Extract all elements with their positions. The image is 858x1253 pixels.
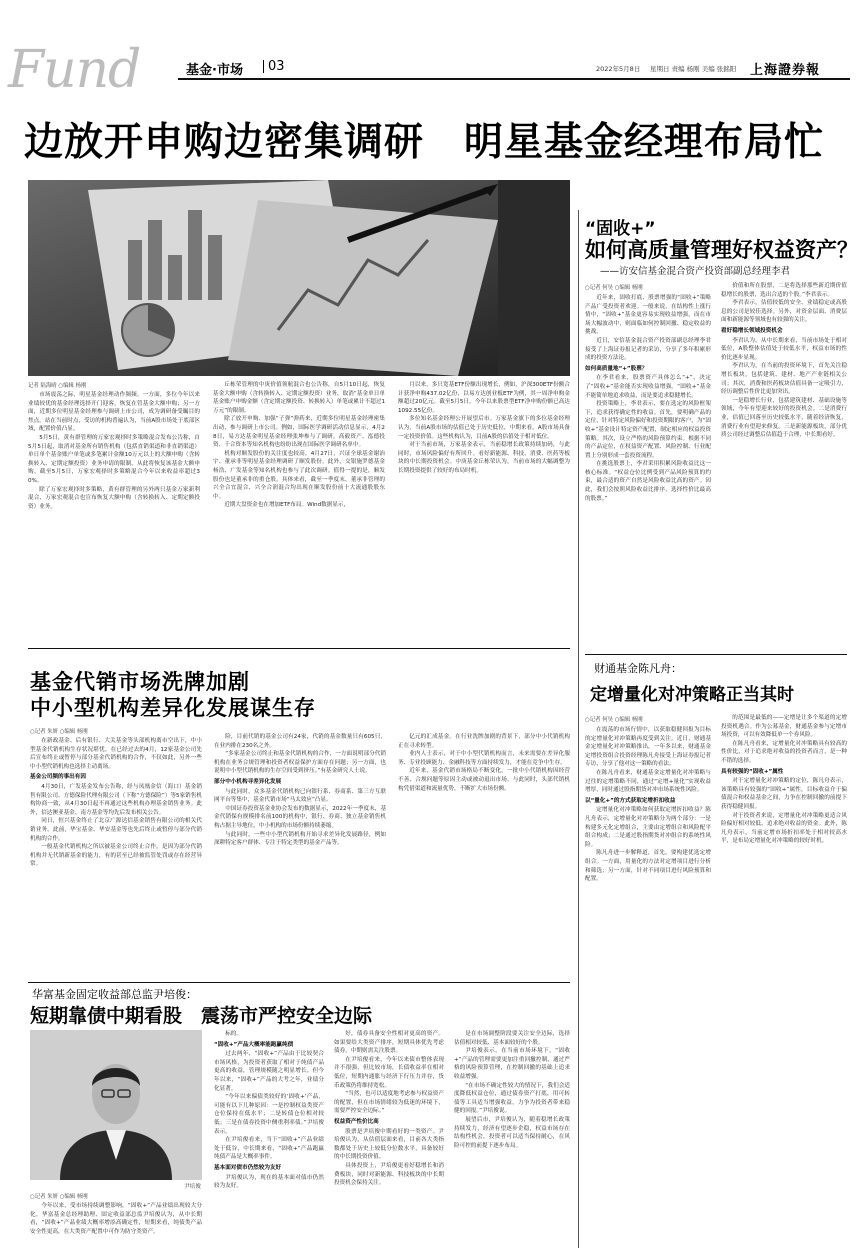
brand-logo: Fund	[8, 40, 141, 100]
top-article-col-2	[213, 381, 385, 631]
yin-col-2	[214, 1030, 324, 1248]
paragraph: 业内人士表示，对于中小型代销机构而言，未来需要在差异化服务、专业投顾能力、金融科技等方面持续发力，才能在竞争中生存。	[398, 751, 570, 766]
paragraph: 对于定增量化对冲策略的定位，陈凡舟表示，该策略具有较强的“固收+”属性，目标收益介于偏债混合和权益基金之间，力争在控制回撤的前提下获得稳健回报。	[721, 778, 847, 810]
paragraph: 丘栋荣管理的中庚价值领航混合也公告称，自5月10日起，恢复基金大额申购（含转换转入、定期定额投资）业务，取消“基金单日单基金账户申购金额（含定期定额投资、转换转入）单笔或累计不超过1万元”的限制。	[213, 382, 385, 414]
documents-photo-illustration	[28, 180, 570, 376]
gushou-col-2	[721, 282, 847, 646]
top-article-col-1	[28, 391, 200, 631]
daixiao-title-1: 基金代销市场洗牌加剧	[30, 670, 250, 694]
paragraph: 中国证券投资基金业协会发布的数据显示，2022年一季度末，基金代销保有规模排名前100的机构中，银行、券商、独立基金销售机构占据主导地位，中小机构的市场份额持续萎缩。	[214, 805, 386, 829]
paragraph: 标的。	[225, 1031, 242, 1037]
paragraph: 展望后市，尹培俊认为，随着稳增长政策持续发力，经济有望逐步企稳，权益市场存在结构性机会，投资者可以适当保持耐心，在风险可控的前提下逐步布局。	[454, 1116, 570, 1149]
paragraph: 是在市场调整阶段要关注安全边际，选择估值相对较低、基本面较好的个股。	[454, 1031, 570, 1046]
paragraph: 近期大盘资金也在增加ETF布局。Wind数据显示，	[224, 502, 350, 509]
dingzeng-kicker: 财通基金陈凡舟：	[594, 662, 682, 675]
masthead-rule	[178, 78, 850, 80]
yin-top-rule	[28, 982, 570, 983]
yin-col-1	[30, 1202, 202, 1248]
paragraph: 尹培俊认为，现在的基本面对债市仍然较为友好。	[214, 1174, 324, 1190]
paragraph: 5月5日，黄有群管理的万家宏观择时多策略混合发布公告称，自5月5日起，取消对基金所有销售机构（包括直销渠道和非直销渠道）单日单个基金账户单笔或多笔累计金额10万元以上的大额申购（含转换转入、定期定额投资）业务申请的限制，从此将恢复该基金大额申购。截至5月5日，万家宏观择时多策略混合今年以来收益率超过30%。	[28, 434, 200, 484]
paragraph: 市场震荡之际，明星基金经理动作频频。一方面，多位今年以来业绩较优的基金经理选择开门迎客，恢复在管基金大额申购；另一方面，近期多位明星基金经理参与调研上市公司，成为调研备受瞩目的焦点。站在当前时点，受访的机构普遍认为，当前A股市场处于底部区域，配置价值凸显。	[28, 392, 200, 433]
top-article-byline: 记者 陆海晴 ○编辑 杨刚	[28, 383, 87, 389]
paragraph: 在新政基金、后有银行、大关基金等头部机构离市空出下，中小型基金代销机构生存状况堪忧。在已经过去的4月，12家基金公司先后宣布终止或暂停与部分基金代销机构的合作，不仅如此，另外一些中小型代销机构也选择主动离场。	[30, 738, 202, 770]
paragraph: 在震荡的市场行情中，以获取稳健回报为目标的定增量化对冲策略再度受到关注。近日，财通基金定增量化对冲策略推出，一年多以来，财通基金定增投资组合投资经理陈凡舟接受上海证券报记者专访，分享了他对这一策略的看法。	[585, 727, 711, 768]
gushou-kicker: “固收+”	[585, 219, 656, 239]
gushou-subhead-2: 看好稳增长领域投资机会	[721, 327, 783, 334]
paragraph: 定增量化对冲策略如何获取定增折扣收益？陈凡舟表示，定增量化对冲策略分为两个部分：一是构建多元化定增组合，主要由定增组合和风险配平组合构成；二是通过股指期货对冲组合的系统性风险。	[585, 807, 711, 848]
paragraph: 尹培俊表示，在当前市场环境下，“固收+”产品的管理需要更加注重回撤控制，通过严格的风险预算管理，在控制回撤的基础上追求收益增强。	[454, 1048, 570, 1080]
paragraph: 与此同时，众多基金代销机构已向银行系、券商系、第三方互联网平台等集中，基金代销市场“马太效应”凸显。	[214, 788, 386, 804]
daixiao-col-3	[398, 733, 570, 973]
portrait-photo	[30, 1030, 202, 1180]
gushou-subhead-1: 如何高质量地“+”股票？	[585, 365, 648, 372]
paragraph: 具体投资上，尹培俊更看好稳增长和消费板块，同时对新能源、科技板块的中长期投资机会保持关注。	[334, 1162, 444, 1187]
column-separator	[578, 650, 579, 1248]
paragraph: 近年来，固收打底、股票增强的“固收+”策略产品广受投资者欢迎。一般来说，在结构性上涨行情中，“固收+”基金更容易实现收益增强，而在市场大幅波动中，则面临如何控制回撤、稳定收益的挑战。	[585, 295, 711, 336]
paragraph: 股票是尹培俊中期看好的一类资产。尹培俊认为，从估值层面来看，目前各大类指数都处于历史上较低分位数水平，具备较好的中长期投资价值。	[334, 1128, 444, 1161]
paragraph: 对于当前市场，万家基金表示，当前稳增长政策持续加码，与此同时，市场风险偏好有所回升。看好新能源、科技、消费、医药等板块的中长期投资机会。中庚基金丘栋荣认为，当前市场的大幅调整为长期投资提供了较好的布局时机。	[398, 442, 570, 474]
paragraph: 在尹培俊看来，当下“固收+”产品业绩处于低谷，中长期来看，“固收+”产品跑赢纯债产品是大概率事件。	[214, 1137, 324, 1161]
top-article-col-3	[398, 381, 570, 631]
gushou-col-1	[585, 294, 711, 646]
paragraph: 好，债券具备安全性相对更高的资产。如果要给大类资产排序，短期具体优先考虑债券，中期则需关注股票。	[334, 1031, 444, 1055]
paragraph: 陈凡舟进一步解释道，首先，要构建优选定增组合。一方面，用量化的方法对定增项目进行分析和筛选；另一方面，针对不同项目进行风险预算和配置。	[585, 850, 711, 883]
person-portrait-icon	[30, 1030, 202, 1180]
paragraph: 险，目前代销的基金公司有24家，代销的基金数量只有605只，在业内排在230名之外。	[214, 734, 386, 749]
paragraph: 对于投资者来说，定增量化对冲策略更适合风险偏好相对较低、追求绝对收益的资金。此外，陈凡舟表示，当前定增市场折扣率处于相对较高水平，是布局定增量化对冲策略的较好时机。	[721, 812, 847, 845]
yin-subhead-2: 基本面对债市仍然较为友好	[214, 1164, 282, 1171]
paragraph: 价值和所在股票，二是将选择那些新近期价值稳增长的股票，选出合适的个股。”李君表示。	[721, 283, 847, 298]
paragraph: 李君认为，从中长期来看，当前市场处于相对低位，A股整体估值处于较低水平，权益市场的性价比逐步显现。	[721, 337, 847, 361]
yin-kicker: 华富基金固定收益部总监尹培俊：	[32, 988, 197, 1001]
paragraph: 月以来，多只宽基ETF份额出现增长，例如，沪深300ETF份额合计获净申购437.02亿份，以易方达创业板ETF为例，其一周净申购金额超过20亿元。截至5月5日，今年以来股票型ETF净申购份额已高达1092.55亿份。	[398, 382, 570, 414]
editor-line: 星期日 责编 杨刚 美编 张銘阳	[650, 65, 737, 73]
yin-col-4	[454, 1030, 570, 1248]
daixiao-byline: ○记者 朱妍 ○编辑 杨刚	[30, 729, 88, 735]
paragraph: 4月30日，广发基金发布公告称，经与凤凰金信（海口）基金销售有限公司、方德保险代理有限公司（下称“方德保险”）等5家销售机构协商一致，从4月30日起不再通过这些机构办理基金销售业务。此外，信达澳亚基金、南方基金等均先后发布相关公告。	[30, 783, 202, 816]
dingzeng-top-rule	[585, 654, 847, 655]
paragraph: “今年以来偏债类较好的‘固收+’产品，可能有以下几种原因：一是控制权益类资产仓位保持在低水平；二是转债仓位相对较低；三是在债券投资中侧重利率债。”尹培俊表示。	[214, 1094, 324, 1135]
daixiao-col-1	[30, 737, 202, 973]
dingzeng-subhead-1: 以“量化+”的方式获取定增折扣收益	[585, 797, 676, 804]
paragraph: 近年来，基金代销市场格局不断变化，一批中小代销机构因经营不善、合规问题等原因主动或被动退出市场。与此同时，头部代销机构凭借渠道和流量优势，不断扩大市场份额。	[398, 768, 570, 792]
paragraph: “当然，也可以适度地考虑参与权益资产的配置，但在市场情绪较为低迷的环境下，需要严控安全边际。”	[334, 1091, 444, 1115]
yin-col-3	[334, 1030, 444, 1248]
daixiao-col-2	[214, 733, 386, 973]
paragraph: 除了万家宏观择时多策略，黄有群管理的另外两只基金万家新利混合、万家宏观混合也宣布恢复大额申购（含转换转入、定期定额投资）业务。	[28, 486, 200, 510]
yin-subhead-1: “固收+”产品大概率能跑赢纯债	[214, 1041, 294, 1048]
gushou-subtitle: ——访安信基金混合资产投资部副总经理李君	[600, 266, 791, 277]
portrait-caption: 尹培俊	[184, 1184, 201, 1190]
section-divider	[263, 60, 264, 73]
paragraph: 与此同时，一些中小型代销机构开始寻求差异化发展路径，例如深耕特定客户群体、专注于特定类型的基金产品等。	[214, 831, 386, 847]
dingzeng-col-2	[721, 714, 847, 1244]
gushou-byline: ○记者 何昊 ○编辑 杨刚	[585, 285, 643, 291]
paragraph: 李君表示，估值较低的安全、业绩稳定或高股息的公司是较佳选择。另外，对资金层面、消费层面和新能源等领域也有较强的关注。	[721, 300, 847, 324]
paragraph: 近日，安信基金混合资产投资部副总经理李君接受了上海证券报记者的采访，分享了多年积累形成的投资方法论。	[585, 337, 711, 362]
paper-name: 上海證券報	[750, 63, 821, 78]
paragraph: 亿元的汇成基金。在行业洗牌加剧的背景下，部分中小代销机构正在寻求转型。	[398, 734, 570, 749]
masthead	[0, 0, 858, 100]
paragraph: “在市场不确定性较大的情况下，我们会适度降低权益仓位，通过债券资产打底，用可转债等工具适当增强收益，力争为投资者带来稳健的回报。”尹培俊说。	[454, 1082, 570, 1115]
paragraph: 一般基金代销机构之所以被基金公司终止合作，是因为部分代销机构并无代销新基金的能力，有的甚至已经被监管处罚或存在经营异常。	[30, 844, 202, 868]
paragraph: “多家基金公司终止和基金代销机构的合作，一方面说明部分代销机构在业务合规管理和投资者权益保护方面存在问题；另一方面，也说明中小型代销机构的生存空间受到挤压。”有基金研究人士说。	[214, 751, 386, 775]
paragraph: 在陈凡舟看来，财通基金定增量化对冲策略与过往的定增策略不同，通过“定增+量化”实现收益增厚，同时通过股指期货对冲市场系统性风险。	[585, 769, 711, 794]
paragraph: 的范围是最低的——定增是让多个渠道的定增投资机遇合。作为公募基金，财通基金参与定增市场投资，可以有效降低单一个券风险。	[721, 715, 847, 739]
paragraph: 多位知名基金经理公开展望后市。万家基金旗下的多位基金经理认为，当前A股市场的估值已处于历史低位，中期来看，A股市场具备一定投资价值。这些机构认为，目前A股的估值处于相对低位。	[398, 416, 570, 440]
paragraph: 今年以来，受市场持续调整影响，“固收+”产品业绩出现较大分化。华富基金总经理助理、固定收益部总监尹培俊认为，从中长期看，“固收+”产品业绩大概率增添高确定性，短期来看，纯债类产品安全性更高，在大类资产配置中可作为防守类资产。	[30, 1203, 202, 1235]
paragraph: 机构对顺发股份的关注度也较高。4月27日，兴证全球基金谢治宇、董承非等明星基金经理调研了顺发股份。此外，交银施罗德基金杨浩、广发基金等知名机构也参与了此次调研。值得一提的是，顺发股份也是董承非的重仓股。具体来看，截至一季度末，董承非管理的兴全合宜混合、兴全合润混合均出现在顺发股份前十大流通股股东中。	[213, 450, 385, 500]
top-photo	[28, 180, 570, 376]
paragraph: 在李君看来，股票资产具体怎么“+”，决定了“固收+”基金能否实现收益增强。“固收+”基金不能简单地追求收益，而是要追求稳健增长。	[585, 375, 711, 399]
dingzeng-title: 定增量化对冲策略正当其时	[590, 685, 794, 705]
paragraph: 投资策略上，李君表示，要在选定的风险框架下，追求获得确定性的收益。首先，要明确产品的定位，针对特定风险偏好和投资期限的客户，为“固收+”基金设计特定资产配置，制定相应的权益投资策略。其次，设立严格的风险预算约束。根据不同的产品定位，在权益资产配置、风险控制、行业配置上分别形成一套投资流程。	[585, 401, 711, 459]
paragraph: 在陈凡舟看来，定增量化对冲策略具有较高的性价比，对于追求绝对收益的投资者而言，是一种不错的选择。	[721, 740, 847, 764]
yin-subhead-3: 权益资产性价比高	[334, 1118, 379, 1125]
paragraph: 李君认为，在当前的投资环境下，首先关注稳增长板块，包括建筑、建材、地产产业链相关公司；其次，消费和医药板块估值具备一定吸引力，经历调整后性价比更加突出。	[721, 363, 847, 396]
paragraph: 在挑选股票上，李君采用积累风险收益比这一核心标准。“权益仓位比例受到产品风险预算的约束，最合适的资产自然是风险收益比高的资产。因此，我们会按照风险收益比排序，选择性价比最高的股票。”	[585, 461, 711, 502]
section-name: 基金·市场	[186, 63, 243, 78]
paragraph: 在尹培俊看来，今年以来债市整体表现并不很强，但比较市场，长债收益率在相对低位，短期内通胀与经济下行压力并存，货币政策仍将维持宽松。	[334, 1056, 444, 1089]
daixiao-subhead-2: 部分中小机构寻差异化发展	[214, 778, 282, 785]
paragraph: 同日，恒兴基金终止了北京广源达信基金销售有限公司的相关代销业务。此前，华宝基金、华安基金等也先后终止或暂停与部分代销机构的合作。	[30, 818, 202, 842]
dingzeng-subhead-2: 具有较强的“固收+”属性	[721, 768, 784, 775]
page-number: 03	[268, 59, 285, 74]
column-separator	[578, 210, 579, 650]
date-line: 2022年5月8日	[596, 65, 641, 73]
main-headline: 边放开申购边密集调研 明星基金经理布局忙	[24, 119, 825, 165]
section-separator	[28, 648, 570, 649]
yin-byline: ○记者 朱妍 ○编辑 杨刚	[30, 1194, 88, 1200]
paragraph: 除了放开申购、加强“子弹”弹药来，近期多位明星基金经理密集出动，参与调研上市公司。例如，国际医学调研活动信息显示，4月28日，易方达基金明星基金经理张坤参与了调研。高毅资产、泓德投资、千合资本等知名机构也纷纷出现在国际医学调研名单中。	[213, 416, 385, 449]
dingzeng-col-1	[585, 726, 711, 1244]
dingzeng-byline: ○记者 何昊 ○编辑 杨刚	[585, 717, 643, 723]
paragraph: 一是稳增长行业，包括建筑建材、基础设施等领域，今年有望迎来较好的投资机会。二是消费行业，估值已回落至历史较低水平，随着经济恢复，消费行业有望迎来修复。三是新能源板块，部分优质公司经过调整后估值趋于合理，中长期看好。	[721, 397, 847, 439]
gushou-title: 如何高质量管理好权益资产？	[585, 238, 858, 262]
yin-title: 短期靠债中期看股 震荡市严控安全边际	[30, 1005, 373, 1027]
daixiao-subhead-1: 基金公司频的事出有因	[30, 774, 86, 781]
paragraph: 过去两年，“固收+”产品由于比较契合市场风格，为投资者获取了相对于纯债产品更高的收益，管理规模随之明显增长。但今年以来，“固收+”产品的大考之年，业绩分化显著。	[214, 1051, 324, 1092]
daixiao-title-2: 中小型机构差异化发展谋生存	[30, 696, 316, 720]
